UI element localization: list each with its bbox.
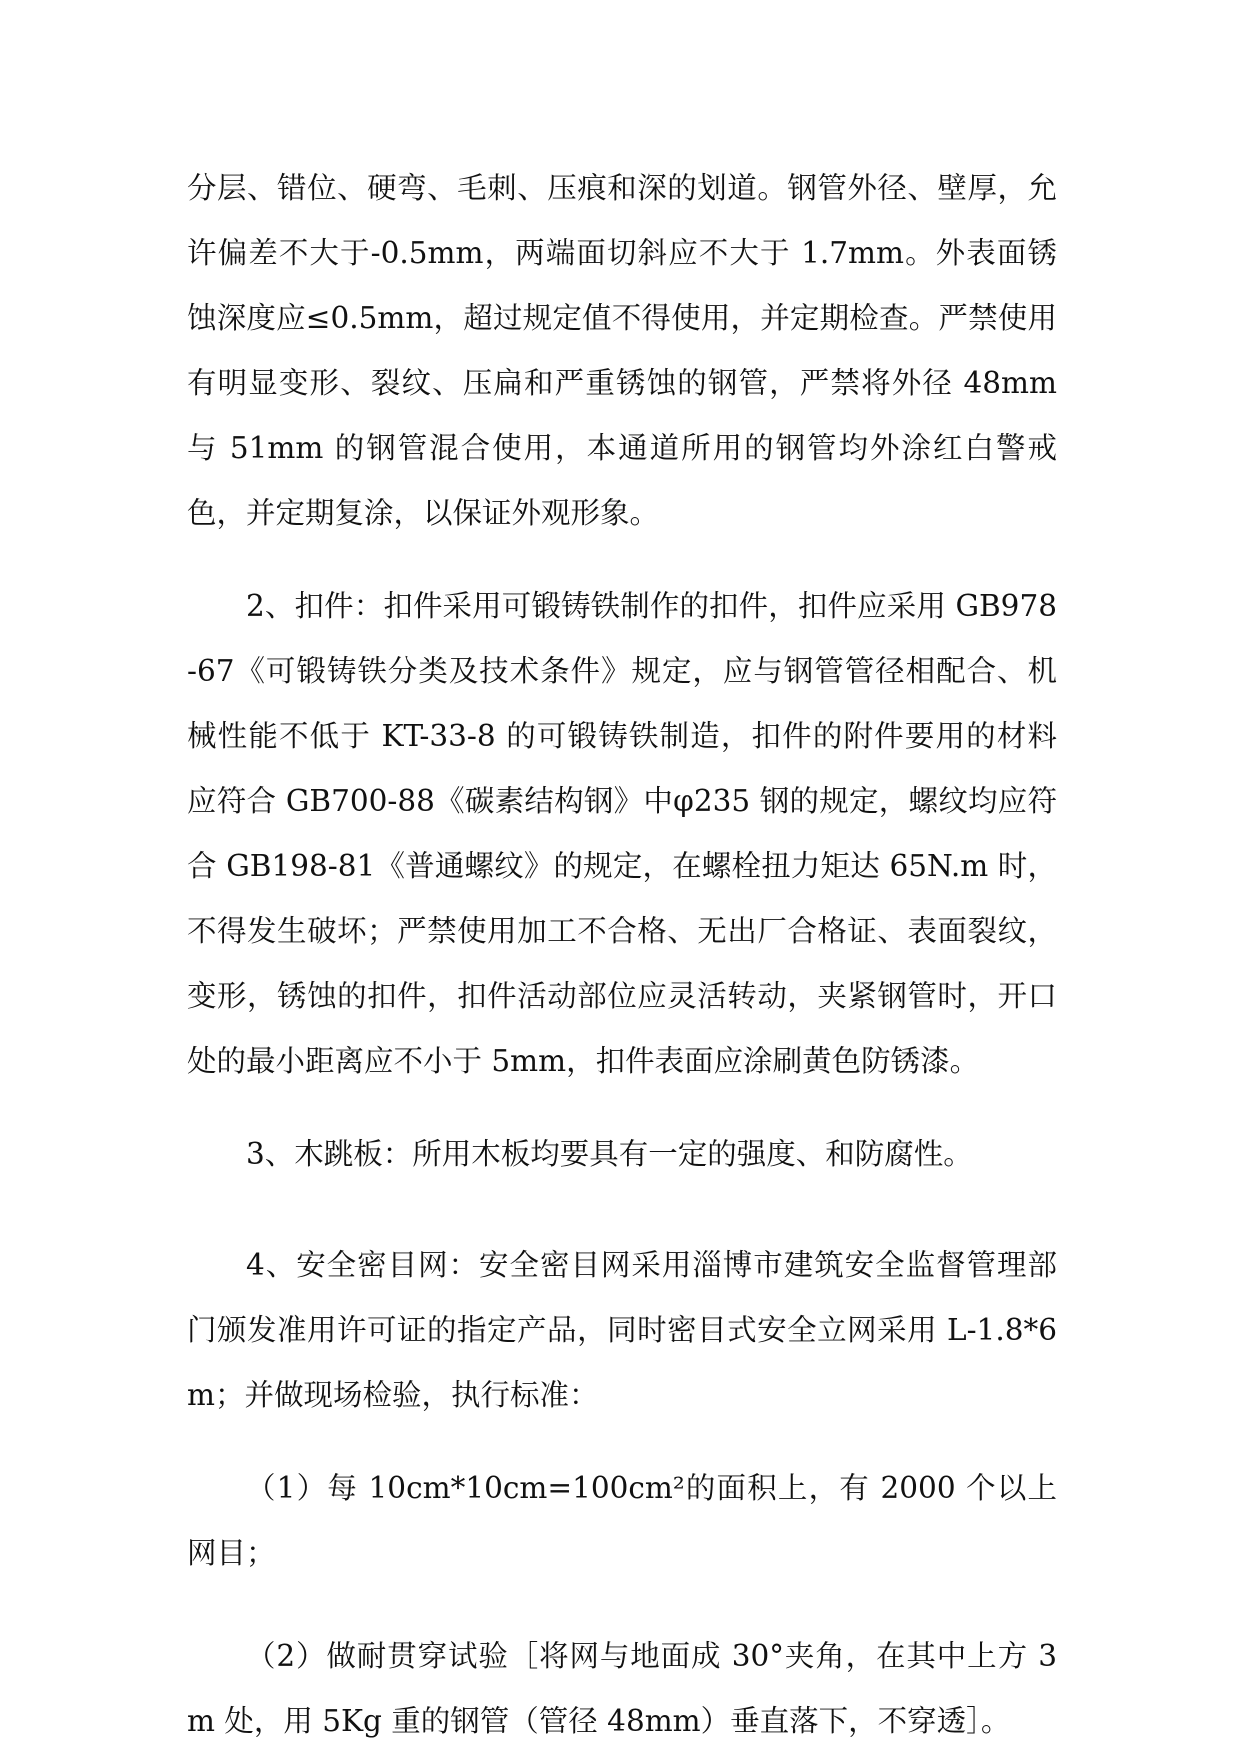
document-body <box>187 156 1057 1754</box>
paragraph-standard-1: （1）每 10cm*10cm=100cm²的面积上，有 2000 个以上网目； <box>187 1471 1057 1570</box>
paragraph-safety-net: 4、安全密目网：安全密目网采用淄博市建筑安全监督管理部门颁发准用许可证的指定产品，同时密目式安全立网采用 L-1.8*6m；并做现场检验，执行标准： <box>187 1248 1057 1412</box>
paragraph-steel-pipe-continued: 分层、错位、硬弯、毛刺、压痕和深的划道。钢管外径、壁厚，允许偏差不大于-0.5mm，两端面切斜应不大于 1.7mm。外表面锈蚀深度应≤0.5mm，超过规定值不得使用，并定期检查。严禁使用有明显变形、裂纹、压扁和严重锈蚀的钢管，严禁将外径 48mm 与 51mm 的钢管混合使用，本通道所用的钢管均外涂红白警戒色，并定期复涂，以保证外观形象。 <box>187 171 1057 530</box>
paragraph-scaffold-board: 3、木跳板：所用木板均要具有一定的强度、和防腐性。 <box>246 1137 973 1171</box>
paragraph-standard-2: （2）做耐贯穿试验［将网与地面成 30°夹角，在其中上方 3m 处，用 5Kg 重的钢管（管径 48mm）垂直落下，不穿透］。 <box>187 1639 1057 1738</box>
paragraph-fastener: 2、扣件：扣件采用可锻铸铁制作的扣件，扣件应采用 GB978-67《可锻铸铁分类及技术条件》规定，应与钢管管径相配合、机械性能不低于 KT-33-8 的可锻铸铁制造，扣件的附件要用的材料应符合 GB700-88《碳素结构钢》中φ235 钢的规定，螺纹均应符合 GB198-81《普通螺纹》的规定，在螺栓扭力矩达 65N.m 时，不得发生破坏；严禁使用加工不合格、无出厂合格证、表面裂纹，变形，锈蚀的扣件，扣件活动部位应灵活转动，夹紧钢管时，开口处的最小距离应不小于 5mm，扣件表面应涂刷黄色防锈漆。 <box>187 589 1057 1078</box>
